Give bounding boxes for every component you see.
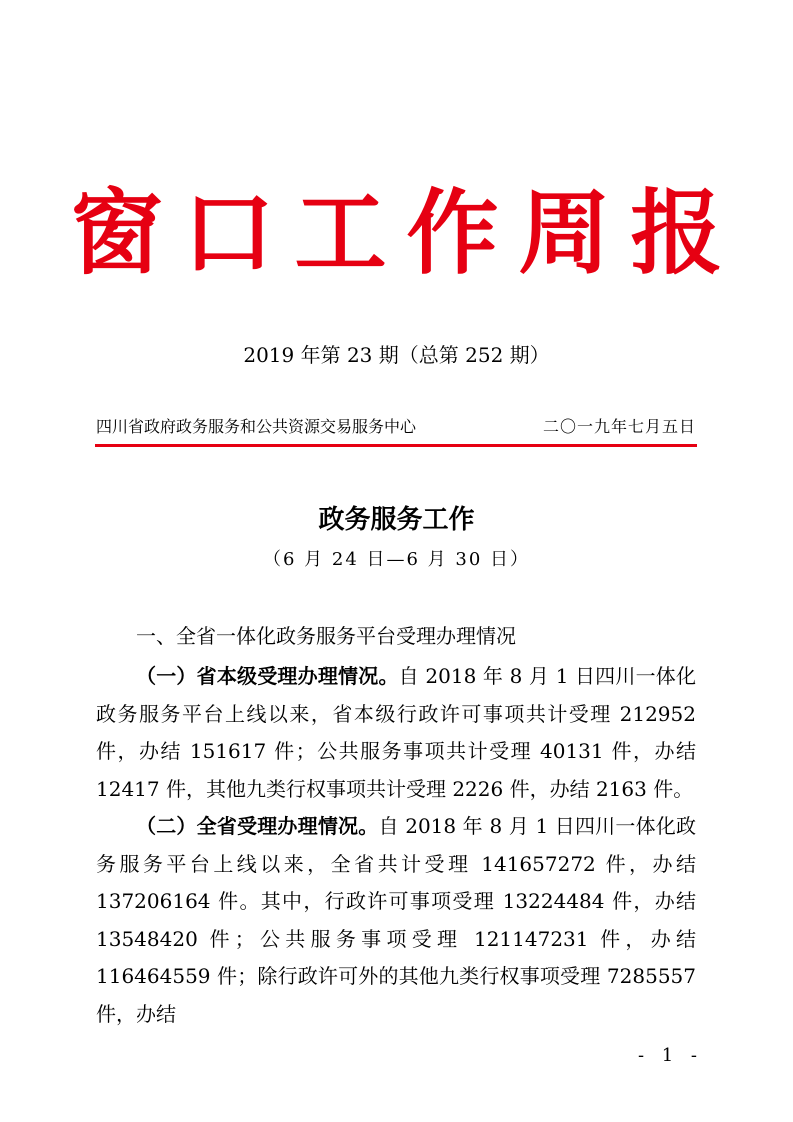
- page-number: - 1 -: [637, 1045, 703, 1066]
- section-date-range: （6 月 24 日—6 月 30 日）: [262, 549, 531, 570]
- heading-level-1: 一、全省一体化政务服务平台受理办理情况: [136, 624, 516, 648]
- document-body: [96, 615, 696, 1033]
- masthead-title: 窗口工作周报: [70, 179, 743, 287]
- paragraph-province-wide: [96, 808, 696, 1033]
- red-divider-line: [95, 444, 697, 447]
- section-title: 政务服务工作: [318, 505, 475, 535]
- paragraph-provincial-level: [96, 658, 696, 808]
- paragraph-lead: （一）省本级受理办理情况。: [136, 664, 399, 688]
- paragraph-lead: （二）全省受理办理情况。: [136, 814, 379, 838]
- issue-date: 二〇一九年七月五日: [542, 417, 696, 436]
- issuing-organization: 四川省政府政务服务和公共资源交易服务中心: [96, 417, 417, 436]
- paragraph-text: 自 2018 年 8 月 1 日四川一体化政务服务平台上线以来，全省共计受理 141657272 件，办结 137206164 件。其中，行政许可事项受理 13224484 件，办结 13548420 件；公共服务事项受理 121147231 件，办结 116464559 件；除行政许可外的其他九类行权事项受理 7285557 件，办结: [96, 814, 697, 1026]
- issue-number: 2019 年第 23 期（总第 252 期）: [243, 343, 550, 367]
- paragraph-text: 自 2018 年 8 月 1 日四川一体化政务服务平台上线以来，省本级行政许可事项共计受理 212952 件，办结 151617 件；公共服务事项共计受理 40131 件，办结 12417 件，其他九类行权事项共计受理 2226 件，办结 2163 件。: [96, 664, 697, 801]
